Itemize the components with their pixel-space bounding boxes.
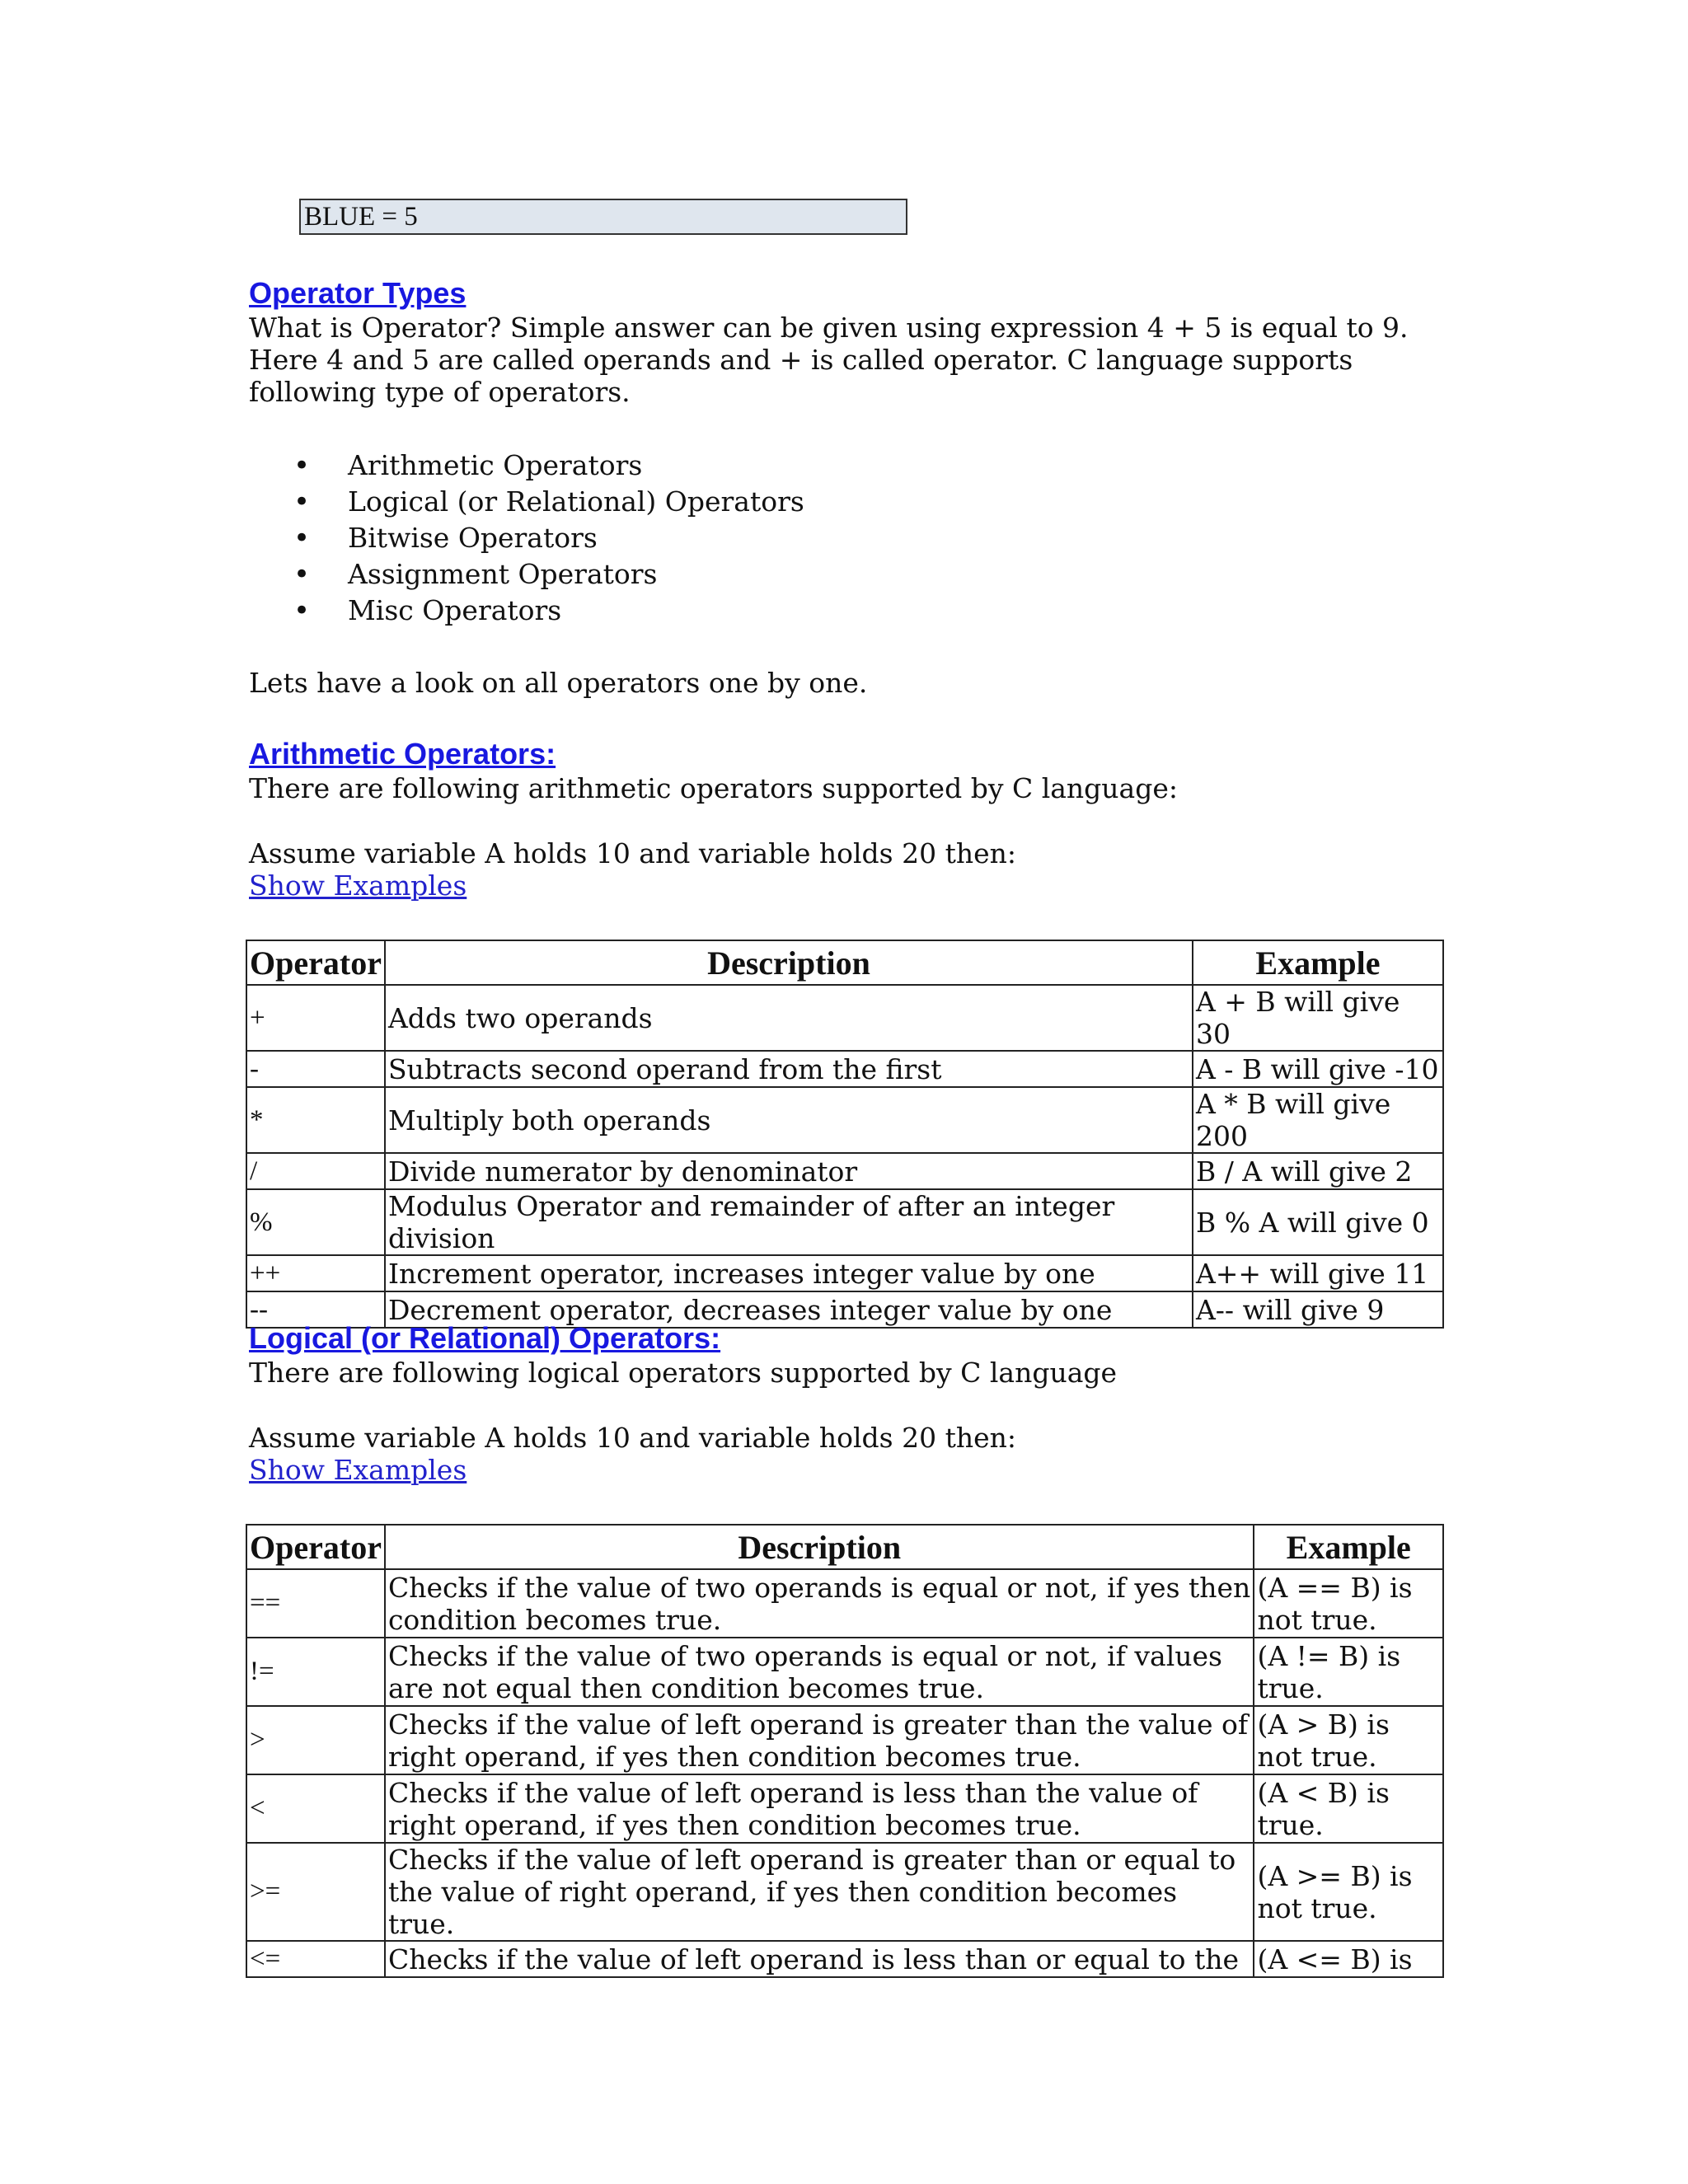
list-item: • Logical (or Relational) Operators [249, 484, 804, 520]
table-row [246, 1051, 1443, 1087]
logical-show-examples-row [249, 1454, 1419, 1486]
description-cell: Increment operator, increases integer value by one [385, 1255, 1193, 1291]
description-cell: Checks if the value of left operand is greater than or equal to the value of right operand, if yes then condition becomes true. [385, 1843, 1254, 1941]
description-cell: Subtracts second operand from the first [385, 1051, 1193, 1087]
table-row [246, 1189, 1443, 1255]
table-row [246, 1706, 1443, 1774]
show-examples-link[interactable]: Show Examples [249, 869, 467, 902]
example-cell: (A < B) is true. [1254, 1774, 1443, 1843]
operator-types-list [249, 448, 804, 629]
example-cell: (A <= B) is [1254, 1941, 1443, 1977]
description-cell: Checks if the value of left operand is greater than the value of right operand, if yes then condition becomes true. [385, 1706, 1254, 1774]
table-header-row [246, 940, 1443, 985]
list-item: • Assignment Operators [249, 556, 804, 593]
example-cell: (A != B) is true. [1254, 1638, 1443, 1706]
column-header: Example [1193, 940, 1443, 985]
table-row [246, 1843, 1443, 1941]
operator-cell: -- [246, 1291, 385, 1328]
description-cell: Divide numerator by denominator [385, 1153, 1193, 1189]
description-cell: Decrement operator, decreases integer value by one [385, 1291, 1193, 1328]
operator-cell: != [246, 1638, 385, 1706]
arithmetic-intro: There are following arithmetic operators supported by C language: [249, 772, 1178, 804]
example-cell: (A > B) is not true. [1254, 1706, 1443, 1774]
code-snippet-box: BLUE = 5 [299, 199, 907, 235]
heading-logical-operators[interactable]: Logical (or Relational) Operators: [249, 1321, 721, 1355]
description-cell: Checks if the value of two operands is equal or not, if yes then condition becomes true. [385, 1569, 1254, 1638]
example-cell: A - B will give -10 [1193, 1051, 1443, 1087]
example-cell: (A >= B) is not true. [1254, 1843, 1443, 1941]
column-header: Description [385, 940, 1193, 985]
example-cell: A-- will give 9 [1193, 1291, 1443, 1328]
operator-cell: - [246, 1051, 385, 1087]
heading-arithmetic-operators[interactable]: Arithmetic Operators: [249, 737, 556, 771]
description-cell: Checks if the value of left operand is less than or equal to the [385, 1941, 1254, 1977]
column-header: Description [385, 1525, 1254, 1569]
operator-cell: > [246, 1706, 385, 1774]
example-cell: A + B will give 30 [1193, 985, 1443, 1051]
logical-assume: Assume variable A holds 10 and variable holds 20 then: [249, 1422, 1016, 1454]
description-cell: Modulus Operator and remainder of after an integer division [385, 1189, 1193, 1255]
example-cell: B % A will give 0 [1193, 1189, 1443, 1255]
table-row [246, 1087, 1443, 1153]
list-item: • Bitwise Operators [249, 520, 804, 556]
description-cell: Adds two operands [385, 985, 1193, 1051]
operator-cell: ++ [246, 1255, 385, 1291]
operator-cell: >= [246, 1843, 385, 1941]
example-cell: B / A will give 2 [1193, 1153, 1443, 1189]
example-cell: (A == B) is not true. [1254, 1569, 1443, 1638]
table-row [246, 1153, 1443, 1189]
table-row [246, 1941, 1443, 1977]
operator-types-intro: What is Operator? Simple answer can be given using expression 4 + 5 is equal to 9. Here 4 and 5 are called operands and + is called operator. C language supports following type of operators. [249, 312, 1409, 408]
table-header-row [246, 1525, 1443, 1569]
table-row [246, 1774, 1443, 1843]
list-item: • Misc Operators [249, 593, 804, 629]
operator-cell: <= [246, 1941, 385, 1977]
table-row [246, 1638, 1443, 1706]
logical-operators-table [246, 1524, 1444, 1978]
column-header: Operator [246, 1525, 385, 1569]
table-row [246, 985, 1443, 1051]
operator-cell: + [246, 985, 385, 1051]
description-cell: Checks if the value of left operand is less than the value of right operand, if yes then condition becomes true. [385, 1774, 1254, 1843]
column-header: Operator [246, 940, 385, 985]
list-item: • Arithmetic Operators [249, 448, 804, 484]
table-row [246, 1569, 1443, 1638]
arithmetic-show-examples-row [249, 869, 1419, 902]
example-cell: A * B will give 200 [1193, 1087, 1443, 1153]
operator-cell: / [246, 1153, 385, 1189]
operator-cell: == [246, 1569, 385, 1638]
arithmetic-operators-table [246, 940, 1444, 1329]
column-header: Example [1254, 1525, 1443, 1569]
heading-operator-types[interactable]: Operator Types [249, 276, 467, 310]
operator-cell: * [246, 1087, 385, 1153]
table-row [246, 1255, 1443, 1291]
operator-cell: % [246, 1189, 385, 1255]
show-examples-link[interactable]: Show Examples [249, 1454, 467, 1486]
operator-types-outro: Lets have a look on all operators one by one. [249, 667, 868, 699]
description-cell: Multiply both operands [385, 1087, 1193, 1153]
arithmetic-assume: Assume variable A holds 10 and variable holds 20 then: [249, 837, 1016, 869]
description-cell: Checks if the value of two operands is equal or not, if values are not equal then condition becomes true. [385, 1638, 1254, 1706]
example-cell: A++ will give 11 [1193, 1255, 1443, 1291]
operator-cell: < [246, 1774, 385, 1843]
logical-intro: There are following logical operators supported by C language [249, 1357, 1118, 1389]
